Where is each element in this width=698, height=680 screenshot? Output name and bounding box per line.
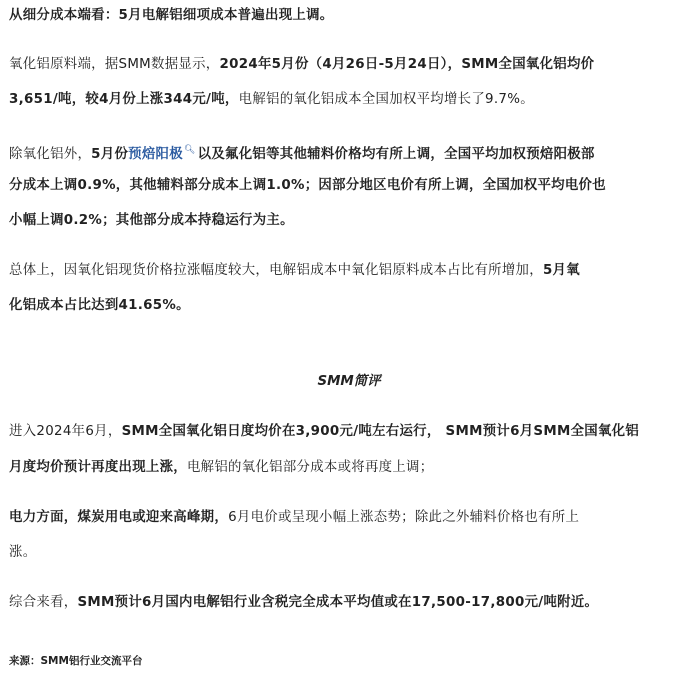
text-segment-bold: SMM预计6月国内电解铝行业含税完全成本平均值或在17,500-17,800元/吨附近。 [77,595,599,610]
section-heading: 从细分成本端看：5月电解铝细项成本普遍出现上调。 [9,8,334,23]
paragraph-alumina-line-2 [9,91,534,109]
text-segment-bold: 月度均价预计再度出现上涨， [9,460,187,475]
source-note: 来源：SMM铝行业交流平台 [9,655,143,667]
text-segment-bold: 电力方面，煤炭用电或迎来高峰期， [9,510,229,525]
paragraph-overall-line-1 [9,262,580,280]
text-segment: 氧化铝原料端，据SMM数据显示， [9,57,220,72]
text-segment-bold: 以及氟化铝等其他辅料价格均有所上调，全国平均加权预焙阳极部 [197,147,595,162]
paragraph-outlook-line-2 [9,459,433,477]
text-segment: 电解铝的氧化铝部分成本或将再度上调； [186,460,434,475]
paragraph-other-materials-line-2: 分成本上调0.9%，其他辅料部分成本上调1.0%；因部分地区电价有所上调，全国加权平均电价也 [9,178,606,193]
paragraph-other-materials-line-3: 小幅上调0.2%；其他部分成本持稳运行为主。 [9,213,294,228]
text-segment: 进入2024年6月， [9,424,122,439]
text-segment-bold: SMM全国氧化铝日度均价在3,900元/吨左右运行， SMM预计6月SMM全国氧化铝 [121,424,640,439]
text-segment-bold: 5月氧 [542,263,580,278]
text-segment: 综合来看， [9,595,78,610]
text-segment-bold: 5月份 [91,147,129,162]
text-segment-bold: 2024年5月份（4月26日-5月24日），SMM全国氧化铝均价 [219,57,595,72]
paragraph-summary-line-1 [9,594,598,612]
search-icon[interactable]: 🔍︎ [183,145,196,155]
text-segment: 总体上，因氧化铝现货价格拉涨幅度较大，电解铝成本中氧化铝原料成本占比有所增加， [9,263,543,278]
paragraph-other-materials-line-1 [9,141,595,164]
paragraph-power-line-1 [9,509,579,527]
text-segment: 电解铝的氧化铝成本全国加权平均增长了9.7%。 [238,92,534,107]
text-segment: 除氧化铝外， [9,147,92,162]
text-segment-bold: 3,651/吨，较4月份上涨344元/吨， [9,92,239,107]
paragraph-alumina-line-1 [9,56,594,74]
paragraph-power-line-2: 涨。 [9,545,37,560]
paragraph-overall-line-2: 化铝成本占比达到41.65%。 [9,298,190,313]
text-segment: 6月电价或呈现小幅上涨态势；除此之外辅料价格也有所上 [228,510,580,525]
section-title: SMM简评 [317,374,381,389]
paragraph-outlook-line-1 [9,423,639,441]
prebaked-anode-link[interactable]: 预焙阳极 [128,147,183,162]
